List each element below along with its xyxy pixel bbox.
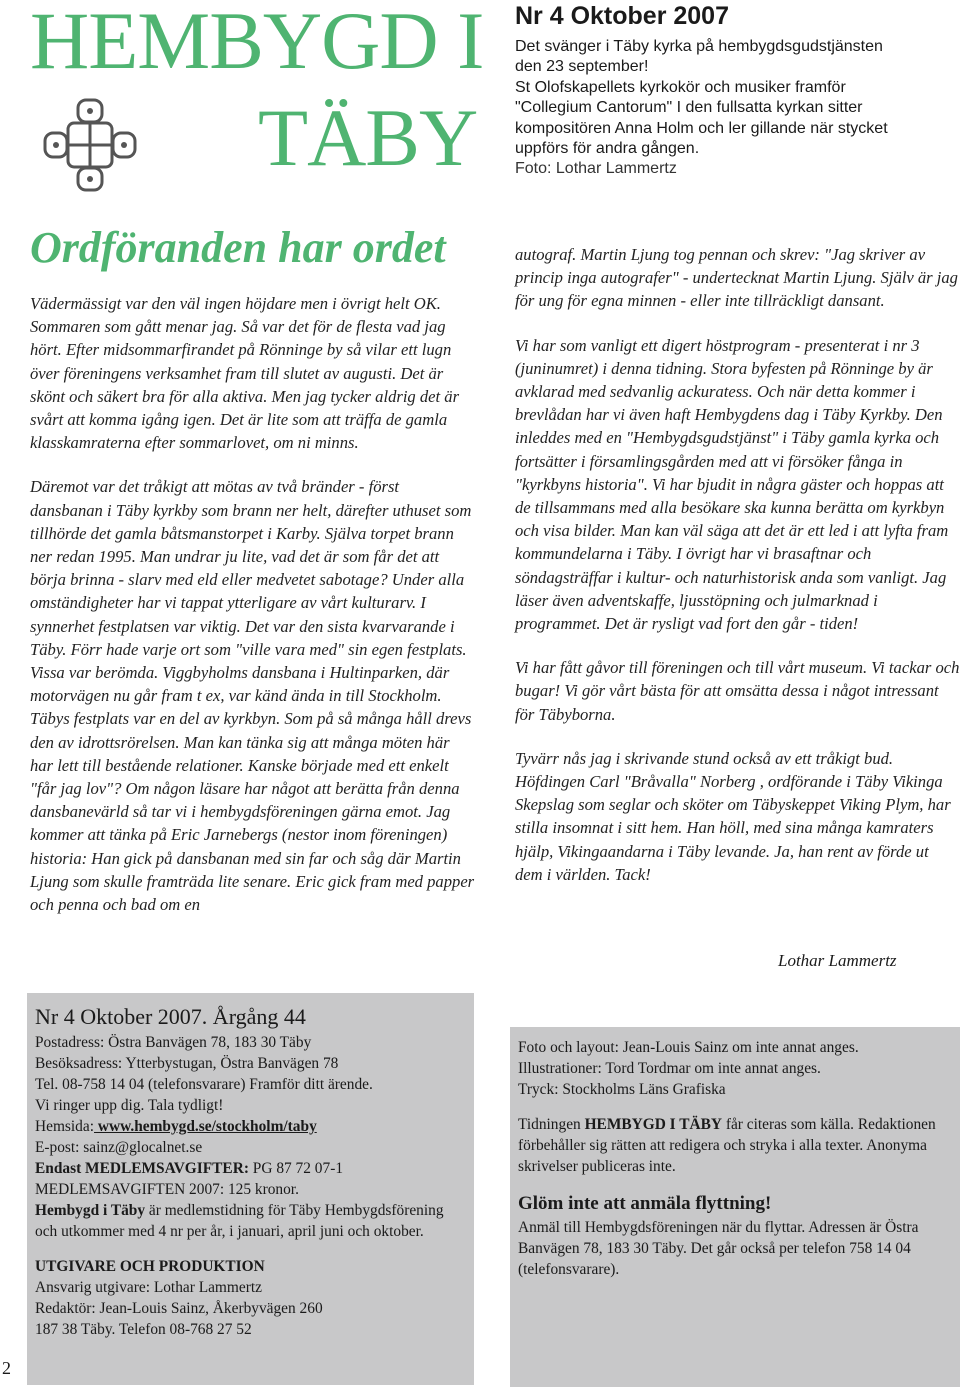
article-paragraph: Vi har fått gåvor till föreningen och till vårt museum. Vi tackar och bugar! Vi gör vårt bästa för att omsätta dessa i något intressant för Täbyborna. (515, 658, 960, 724)
caption-line: St Olofskapellets kyrkokör och musiker framför (515, 78, 846, 96)
fee-row (35, 1158, 466, 1179)
fee-pg: PG 87 72 07-1 (248, 1160, 344, 1177)
illustration-credit: Illustrationer: Tord Tordmar om inte annat anges. (518, 1060, 821, 1077)
about-text (35, 1200, 466, 1242)
masthead-title-line1: HEMBYGD I (30, 0, 484, 86)
moving-text: Anmäl till Hembygdsföreningen när du flyttar. Adressen är Östra Banvägen 78, 183 30 Täby. Det går också per telefon 758 14 04 (telefonsvarare). (518, 1219, 919, 1278)
caption-line: uppförs för andra gången. (515, 140, 700, 158)
website-link[interactable]: www.hembygd.se/stockholm/taby (94, 1118, 317, 1135)
sweden-heritage-emblem-icon (40, 95, 140, 195)
fee-2007: MEDLEMSAVGIFTEN 2007: 125 kronor. (35, 1181, 299, 1198)
postal-address: Postadress: Östra Banvägen 78, 183 30 Täby (35, 1034, 312, 1051)
about-bold: Hembygd i Täby (35, 1202, 146, 1219)
caption-line: "Collegium Cantorum" I den fullsatta kyrkan sitter (515, 99, 863, 117)
issue-header: Nr 4 Oktober 2007 (515, 2, 729, 30)
website-row (35, 1116, 466, 1137)
publication-info-box (27, 993, 474, 1385)
phone-info: Tel. 08-758 14 04 (telefonsvarare) Framför ditt ärende. (35, 1076, 373, 1093)
caption-line: Det svänger i Täby kyrka på hembygdsgudstjänsten (515, 38, 883, 55)
author-signature: Lothar Lammertz (778, 951, 897, 970)
fee-label: Endast MEDLEMSAVGIFTER: (35, 1160, 249, 1177)
email-info: E-post: sainz@glocalnet.se (35, 1139, 203, 1156)
credits-box (510, 1027, 960, 1387)
visit-address: Besöksadress: Ytterbystugan, Östra Banvägen 78 (35, 1055, 339, 1072)
editor: Redaktör: Jean-Louis Sainz, Åkerbyvägen 260 (35, 1300, 323, 1317)
editor-address: 187 38 Täby. Telefon 08-768 27 52 (35, 1321, 252, 1338)
citation-note (518, 1114, 952, 1177)
moving-heading: Glöm inte att anmäla flyttning! (518, 1193, 772, 1214)
photo-layout-credit: Foto och layout: Jean-Louis Sainz om inte annat anges. (518, 1039, 859, 1056)
article-paragraph: Tyvärr nås jag i skrivande stund också av ett tråkigt bud. Höfdingen Carl "Bråvalla" Norberg , ordförande i Täby Vikinga Skepslag som seglar och sköter om Täbyskeppet Viking Plym, har stilla insomnat i sitt hem. Han höll, med sina många kamraters hjälp, Vikingaandarna i Täby levande. Ja, han rent av förde ut dem i världen. Tack! (515, 748, 951, 884)
article-paragraph: Vi har som vanligt ett digert höstprogram - presenterat i nr 3 (juninumret) i denna tidning. Stora byfesten på Rönninge by är avklarad med sedvanlig ackuratess. Och när detta kommer i brevlådan har vi även haft Hembygdens dag i Täby Kyrkby. Den inleddes med en "Hembygdsgudstjänst" i Täby gamla kyrka och fortsätter i församlingsgården med att vi försöker fånga in "kyrkbyns historia". Vi har bjudit in några gäster och hoppas att de tillsammans med alla besökare ska kunna berätta om kyrkbyn och visa bilder. Man kan väl säga att det är ett led i att lyfta fram kommundelarna i Täby. I övrigt har vi brasaftnar och söndagsträffar i kultur- och naturhistorisk anda som vanligt. Jag läser även adventskaffe, ljusstöpning och julmarknad i programmet. Det är rysligt vad fort den går - tiden! (515, 335, 949, 634)
masthead-title-line2: TÄBY (258, 92, 478, 183)
website-label: Hemsida: (35, 1118, 94, 1135)
article-headline: Ordföranden har ordet (30, 223, 446, 272)
citation-bold: HEMBYGD I TÄBY (584, 1116, 722, 1133)
photo-caption (515, 37, 955, 180)
call-note: Vi ringer upp dig. Tala tydligt! (35, 1097, 224, 1114)
print-credit: Tryck: Stockholms Läns Grafiska (518, 1081, 726, 1098)
article-paragraph: Däremot var det tråkigt att mötas av två bränder - först dansbanan i Täby kyrkby som brann ner helt, därefter uthuset som tillhörde det gamla båtsmanstorpet i Karby. Själva torpet brann ner redan 1995. Man undrar ju lite, vad det är som får det att börja brinna - slarv med eld eller medvetet sabotage? Under alla omständigheter har vi tappat ytterligare av vårt kulturarv. I synnerhet festplatsen var viktig. Det var den sista kvarvarande i Täby. Förr hade varje ort som "ville vara med" sin egen festplats. Vissa var berömda. Viggbyholms dansbana i Hultinparken, där motorvägen nu går fram t ex, var känd ända in till Stockholm. Täbys festplats var en del av kyrkbyn. Som på så många håll drevs den av idrottsrörelsen. Man kan tänka sig att många möten här har lett till bestående relationer. Kanske började med ett enkelt "får jag lov"? Om någon läsare har något att berätta från denna dansbanevärld så tar vi i hembygdsföreningen gärna emot. Jag kommer att tänka på Eric Jarnebergs (nestor inom föreningen) historia: Han gick på dansbanan med sin far och såg där Martin Ljung som skulle framträda lite senare. Eric gick fram med papper och penna och bad om en (30, 477, 475, 915)
caption-line: den 23 september! (515, 58, 649, 76)
page-number: 2 (2, 1358, 11, 1378)
citation-pre: Tidningen (518, 1116, 585, 1133)
photo-credit: Foto: Lothar Lammertz (515, 160, 677, 178)
publisher: Ansvarig utgivare: Lothar Lammertz (35, 1279, 262, 1296)
about-body: är medlemstidning för Täby Hembygdsförening och utkommer med 4 nr per år, i januari, april juni och oktober. (35, 1202, 444, 1240)
article-right-column (515, 243, 960, 907)
caption-line: kompositören Anna Holm och ler gillande när stycket (515, 119, 888, 137)
publisher-heading: UTGIVARE OCH PRODUKTION (35, 1258, 265, 1275)
issue-year-title: Nr 4 Oktober 2007. Årgång 44 (35, 1004, 306, 1029)
article-paragraph: autograf. Martin Ljung tog pennan och skrev: "Jag skriver av princip inga autografer" - undertecknat Martin Ljung. Själv är jag för ung för egna minnen - eller inte tillräckligt dansant. (515, 245, 958, 311)
article-paragraph: Vädermässigt var den väl ingen höjdare men i övrigt helt OK. Sommaren som gått menar jag. Så var det för de flesta vad jag hört. Efter midsommarfirandet på Rönninge by så vilar ett lugn över föreningens verksamhet fram till slutet av augusti. Det är skönt och säkert bra för alla aktiva. Men jag tycker aldrig det är svårt att komma igång igen. Det är lite som att träffa de gamla klasskamraterna efter sommarlovet, om ni minns. (30, 294, 460, 453)
article-left-column (30, 292, 475, 937)
citation-post: får citeras som källa. Redaktionen förbehåller sig rätten att redigera och stryka i alla texter. Anonyma skrivelser publiceras inte. (518, 1116, 936, 1175)
